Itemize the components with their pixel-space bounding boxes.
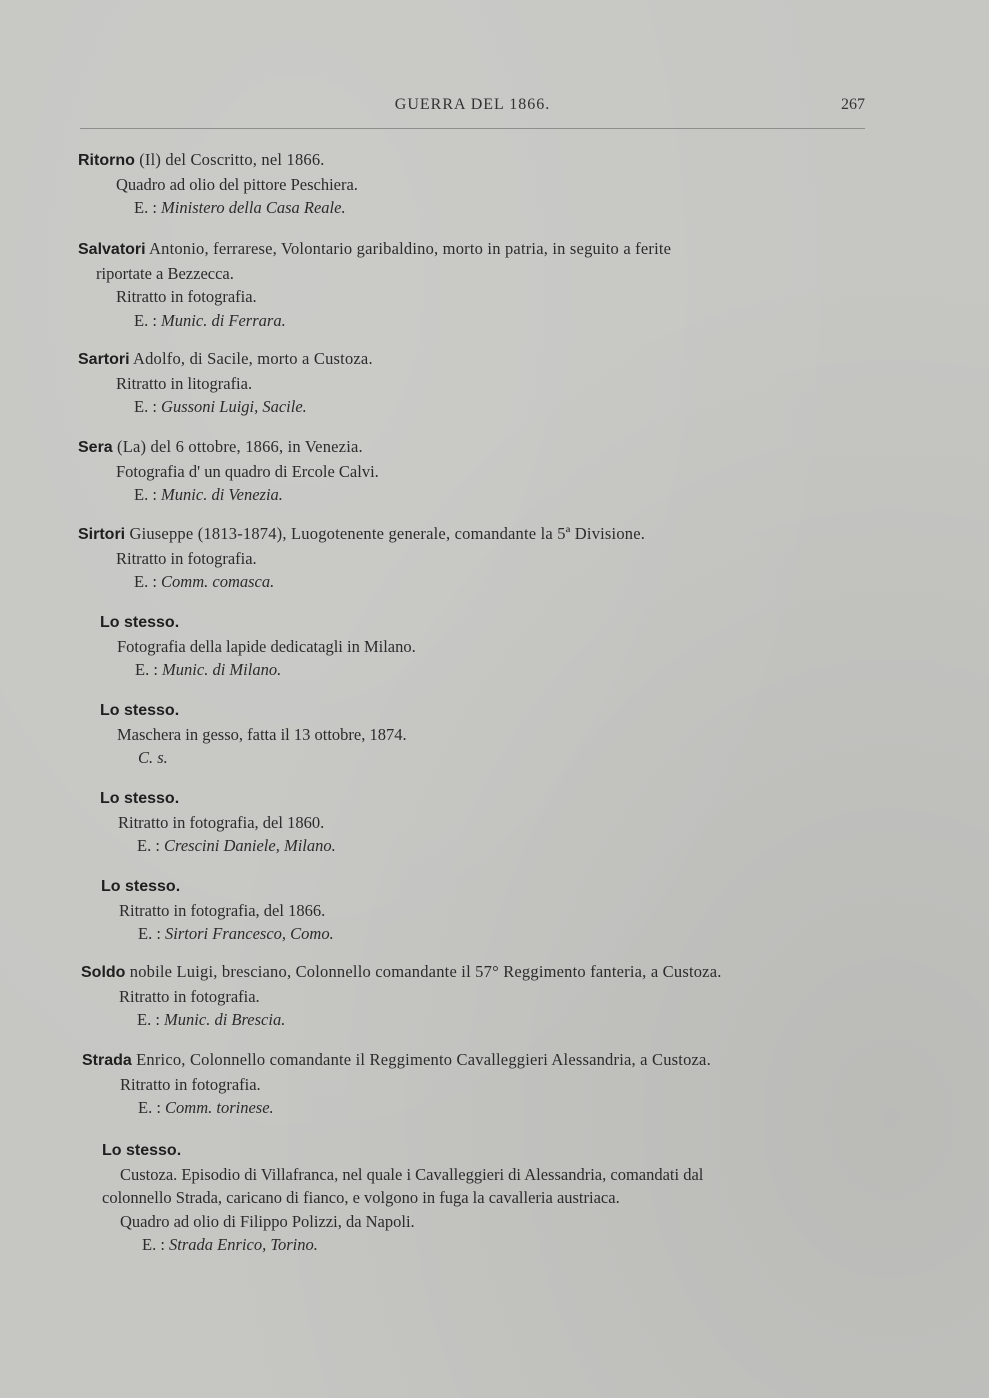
source-prefix: E. : — [137, 836, 165, 855]
source-owner: Munic. di Venezia. — [161, 485, 283, 504]
entry-strada — [82, 1048, 711, 1120]
entry-description: (La) del 6 ottobre, 1866, in Venezia. — [112, 437, 363, 456]
source-prefix: E. : — [134, 485, 162, 504]
source-prefix: E. : — [138, 924, 166, 943]
entry-description: nobile Luigi, bresciano, Colonnello comandante il 57° Reggimento fanteria, a Custoza. — [125, 962, 722, 981]
source-owner: C. s. — [138, 748, 168, 767]
entry-medium: Ritratto in fotografia. — [119, 986, 260, 1006]
entry-sirtori — [78, 522, 645, 594]
entry-description: Adolfo, di Sacile, morto a Custoza. — [129, 349, 373, 368]
source-owner: Munic. di Milano. — [162, 660, 282, 679]
entry-ditto-heading: Lo stesso. — [100, 702, 180, 719]
entry-description-continued: riportate a Bezzecca. — [96, 263, 234, 283]
entry-ditto-heading: Lo stesso. — [100, 790, 180, 807]
entry-sartori — [78, 347, 373, 419]
entry-medium: Ritratto in fotografia, del 1866. — [119, 900, 326, 920]
entry-surname: Sirtori — [78, 526, 126, 543]
page-number: 267 — [841, 96, 865, 113]
entry-salvatori — [78, 237, 868, 332]
source-owner: Munic. di Brescia. — [164, 1010, 286, 1029]
source-owner: Comm. comasca. — [161, 572, 275, 591]
source-owner: Gussoni Luigi, Sacile. — [161, 397, 307, 416]
entry-description: Giuseppe (1813-1874), Luogotenente generale, comandante la 5ª Divisione. — [125, 524, 646, 543]
entry-surname: Sera — [78, 439, 113, 456]
entry-description: Enrico, Colonnello comandante il Reggimento Cavalleggieri Alessandria, a Custoza. — [131, 1050, 711, 1069]
entry-ditto-heading: Lo stesso. — [102, 1142, 182, 1159]
entry-medium: Ritratto in fotografia, del 1860. — [118, 812, 325, 832]
source-prefix: E. : — [137, 1010, 165, 1029]
source-prefix: E. : — [134, 198, 162, 217]
entry-medium: Ritratto in fotografia. — [116, 548, 257, 568]
source-prefix: E. : — [142, 1235, 170, 1254]
entry-subject-continued: colonnello Strada, caricano di fianco, e volgono in fuga la cavalleria austriaca. — [102, 1188, 620, 1207]
entry-lo-stesso-1866 — [101, 874, 334, 946]
entry-lo-stesso-1860 — [100, 786, 336, 858]
entry-surname: Strada — [82, 1052, 132, 1069]
source-prefix: E. : — [134, 310, 162, 330]
running-title: GUERRA DEL 1866. — [394, 96, 551, 113]
entry-medium: Quadro ad olio del pittore Peschiera. — [116, 174, 358, 194]
entry-medium: Fotografia d' un quadro di Ercole Calvi. — [116, 461, 379, 481]
entry-lo-stesso-lapide — [100, 610, 416, 682]
header-rule — [80, 128, 865, 129]
entry-soldo — [81, 960, 722, 1032]
source-owner: Crescini Daniele, Milano. — [164, 836, 336, 855]
entry-medium: Maschera in gesso, fatta il 13 ottobre, 1874. — [117, 724, 407, 744]
entry-surname: Soldo — [81, 964, 126, 981]
entry-subject: Custoza. Episodio di Villafranca, nel quale i Cavalleggieri di Alessandria, comandati dal — [120, 1164, 704, 1184]
source-owner: Munic. di Ferrara. — [161, 310, 286, 330]
entry-description: (Il) del Coscritto, nel 1866. — [134, 150, 325, 169]
source-prefix: E. : — [138, 1098, 166, 1117]
source-prefix: E. : — [134, 572, 162, 591]
entry-ritorno — [78, 148, 358, 220]
entry-medium: Ritratto in litografia. — [116, 373, 253, 393]
entry-ditto-heading: Lo stesso. — [100, 614, 180, 631]
entry-lo-stesso-maschera — [100, 698, 407, 770]
entry-surname: Salvatori — [78, 241, 146, 258]
source-prefix: E. : — [135, 660, 163, 679]
source-owner: Sirtori Francesco, Como. — [165, 924, 334, 943]
entry-surname: Sartori — [78, 351, 130, 368]
source-owner: Comm. torinese. — [165, 1098, 274, 1117]
source-owner: Ministero della Casa Reale. — [161, 198, 346, 217]
running-head — [80, 96, 865, 120]
entry-description: Antonio, ferrarese, Volontario garibaldino, morto in patria, in seguito a ferite — [145, 239, 672, 258]
entry-medium: Ritratto in fotografia. — [116, 287, 257, 306]
entry-medium: Ritratto in fotografia. — [120, 1074, 261, 1094]
entry-medium: Quadro ad olio di Filippo Polizzi, da Napoli. — [120, 1211, 415, 1231]
entry-sera — [78, 435, 379, 507]
entry-medium: Fotografia della lapide dedicatagli in Milano. — [117, 636, 416, 656]
source-owner: Strada Enrico, Torino. — [169, 1235, 318, 1254]
entry-ditto-heading: Lo stesso. — [101, 878, 181, 895]
entry-surname: Ritorno — [78, 152, 135, 169]
entry-lo-stesso-custoza — [102, 1138, 703, 1257]
source-prefix: E. : — [134, 397, 162, 416]
